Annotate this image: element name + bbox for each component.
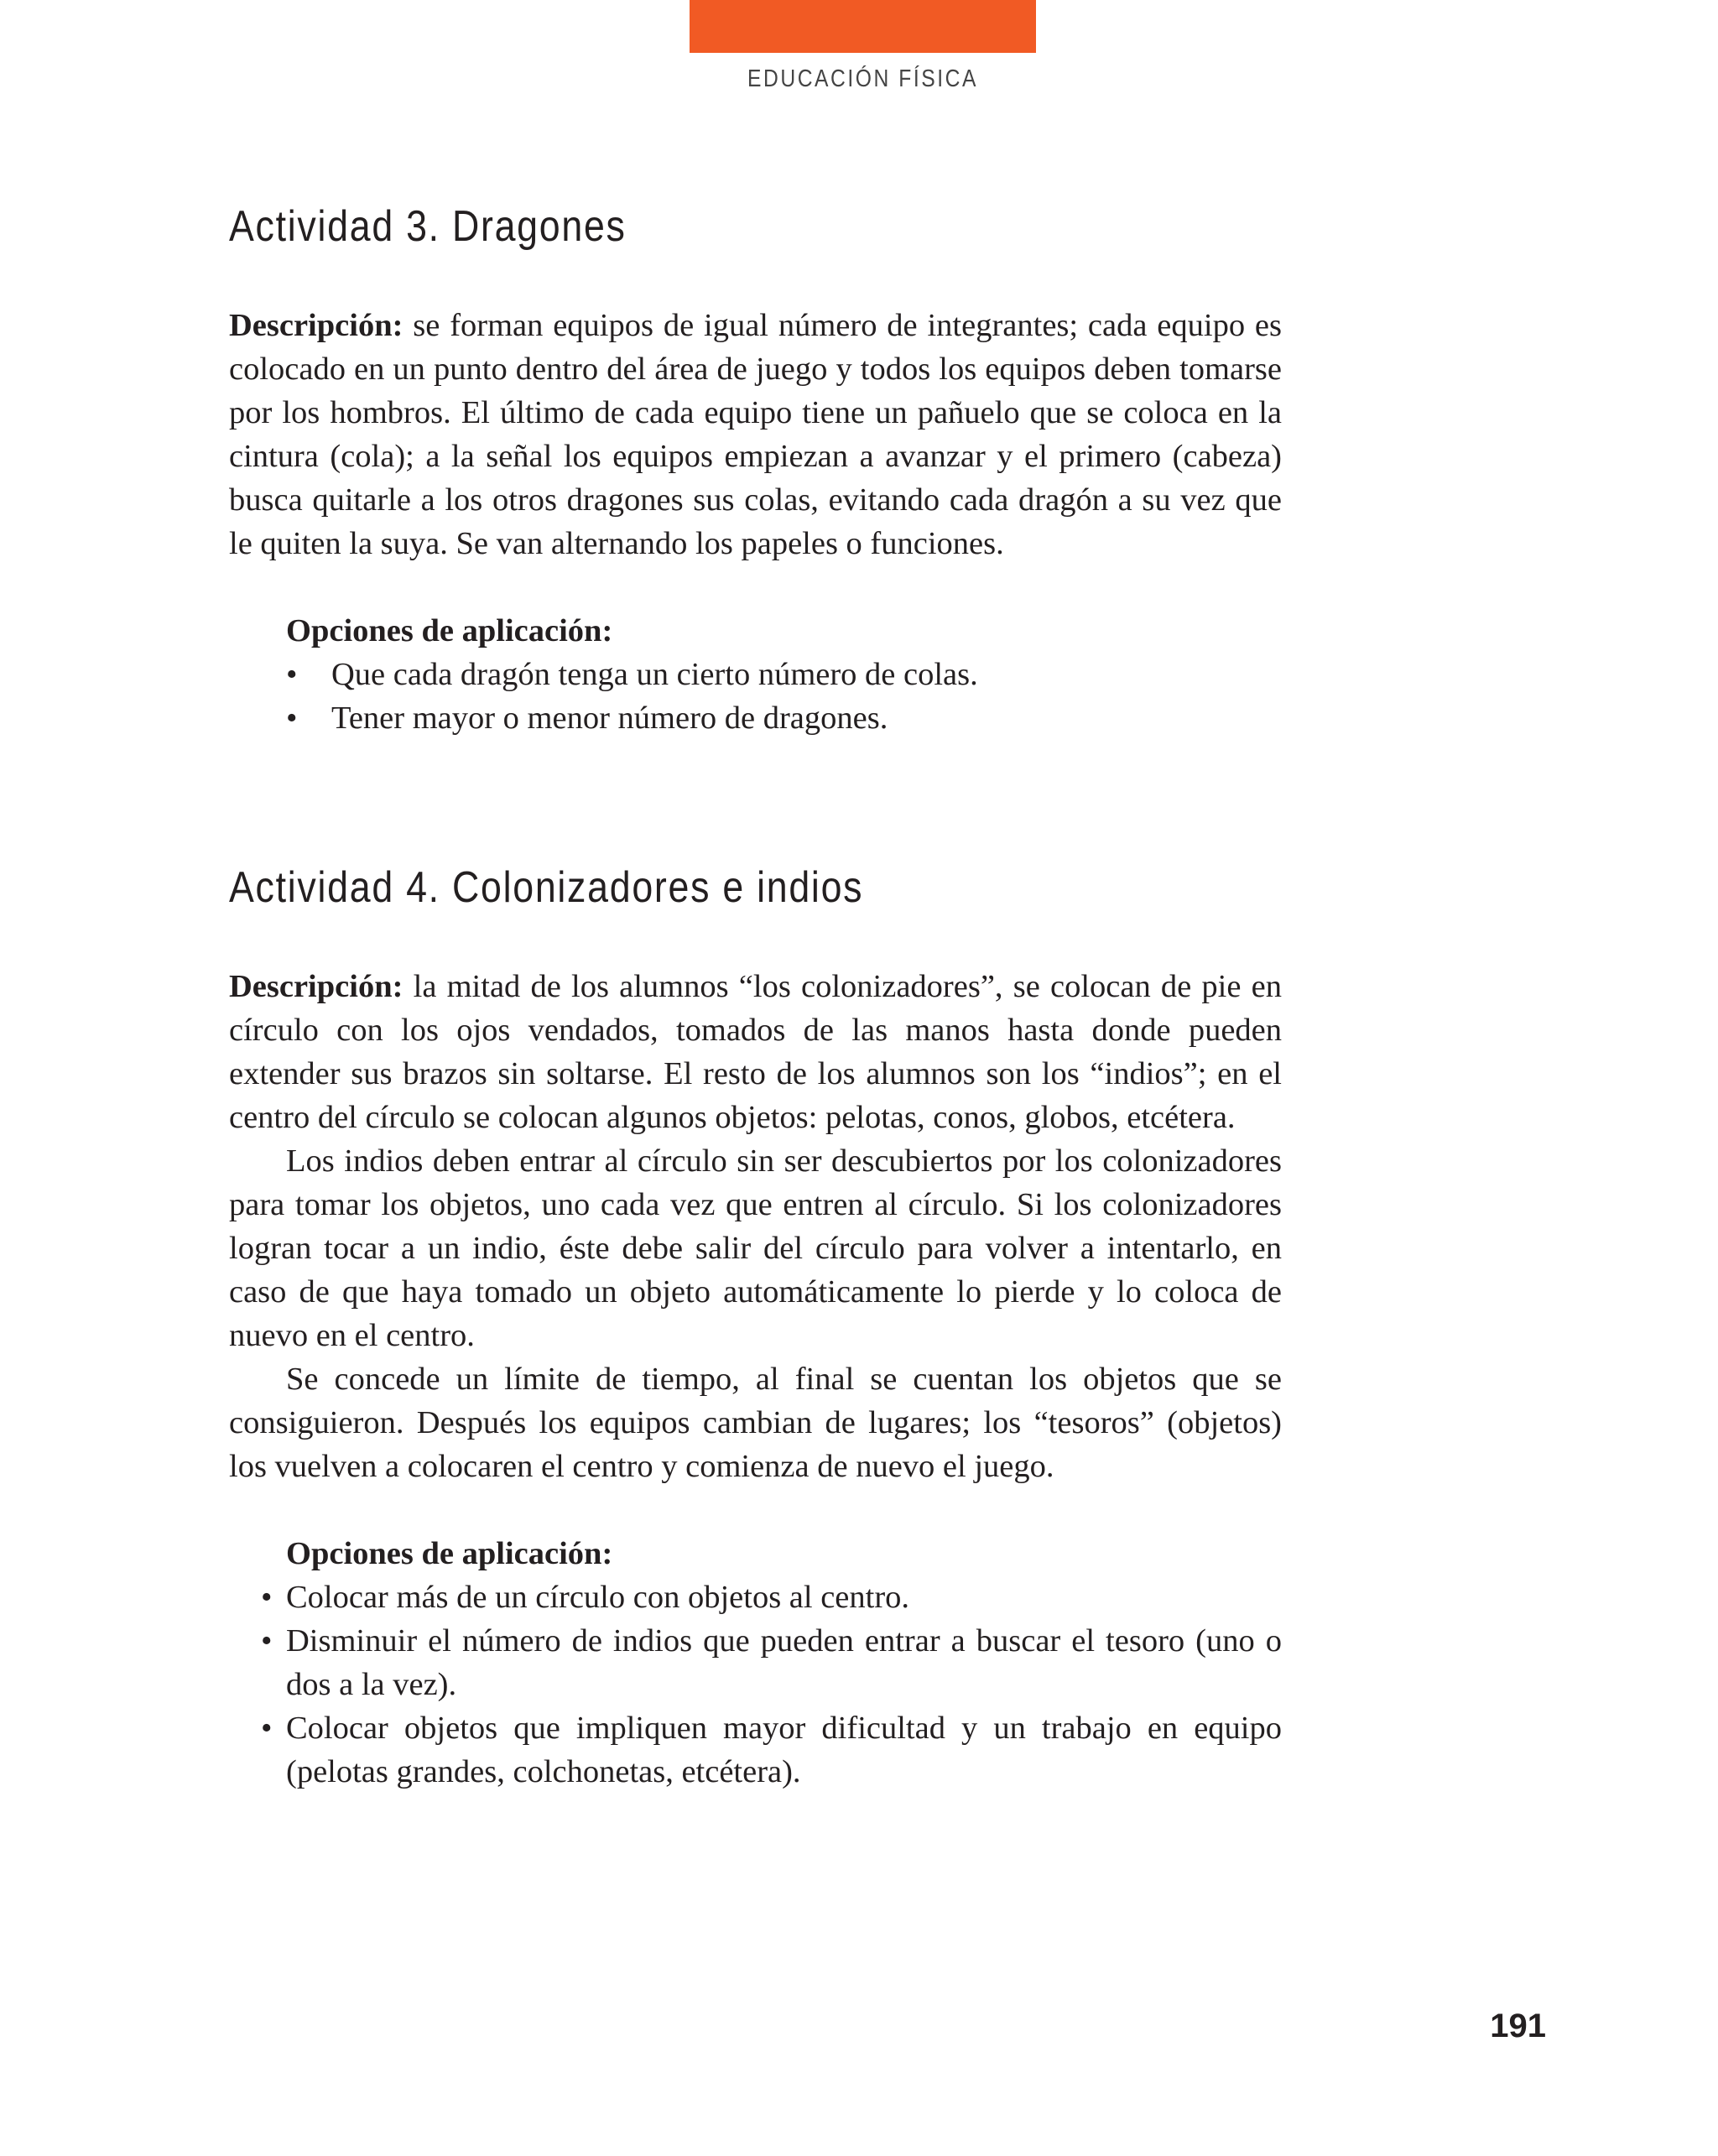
activity-4-paragraph-3: Se concede un límite de tiempo, al final se cuentan los objetos que se consiguieron. Después los equipos cambian de lugares; los “tesoros” (objetos) los vuelven a colocaren el centro y comienza de nuevo el juego.: [229, 1362, 1282, 1484]
activity-3-title: Actividad 3. Dragones: [229, 202, 627, 251]
description-label: Descripción:: [229, 308, 403, 343]
activity-4-options-list: [229, 1575, 1282, 1794]
list-item: • Colocar objetos que impliquen mayor dificultad y un trabajo en equipo (pelotas grandes, colchonetas, etcétera).: [286, 1706, 1282, 1794]
header-accent-tab: [690, 0, 1036, 53]
list-item: • Disminuir el número de indios que pueden entrar a buscar el tesoro (uno o dos a la vez).: [286, 1619, 1282, 1706]
running-header: EDUCACIÓN FÍSICA: [747, 65, 979, 92]
page-content: [229, 201, 1282, 1794]
activity-4-paragraph-2: Los indios deben entrar al círculo sin ser descubiertos por los colonizadores para tomar los objetos, uno cada vez que entren al círculo. Si los colonizadores logran tocar a un indio, éste debe salir del círculo para volver a intentarlo, en caso de que haya tomado un objeto automáticamente lo pierde y lo coloca de nuevo en el centro.: [229, 1143, 1282, 1353]
list-item: • Tener mayor o menor número de dragones.: [286, 696, 1282, 740]
page-number: 191: [1490, 2008, 1546, 2044]
activity-3-options-list: [229, 653, 1282, 740]
list-item: • Que cada dragón tenga un cierto número de colas.: [286, 653, 1282, 696]
description-label: Descripción:: [229, 969, 403, 1004]
activity-4-options-title: Opciones de aplicación:: [286, 1536, 613, 1571]
list-item: • Colocar más de un círculo con objetos al centro.: [286, 1575, 1282, 1619]
description-text: la mitad de los alumnos “los colonizadores”, se colocan de pie en círculo con los ojos vendados, tomados de las manos hasta donde pueden extender sus brazos sin soltarse. El resto de los alumnos son los “indios”; en el centro del círculo se colocan algunos objetos: pelotas, conos, globos, etcétera.: [229, 969, 1282, 1135]
activity-4-description: [229, 965, 1282, 1139]
activity-4-title: Actividad 4. Colonizadores e indios: [229, 863, 864, 912]
description-text: se forman equipos de igual número de integrantes; cada equipo es colocado en un punto dentro del área de juego y todos los equipos deben tomarse por los hombros. El último de cada equipo tiene un pañuelo que se coloca en la cintura (cola); a la señal los equipos empiezan a avanzar y el primero (cabeza) busca quitarle a los otros dragones sus colas, evitando cada dragón a su vez que le quiten la suya. Se van alternando los papeles o funciones.: [229, 308, 1282, 561]
activity-3-options-title: Opciones de aplicación:: [286, 613, 613, 648]
activity-3-description: [229, 304, 1282, 565]
